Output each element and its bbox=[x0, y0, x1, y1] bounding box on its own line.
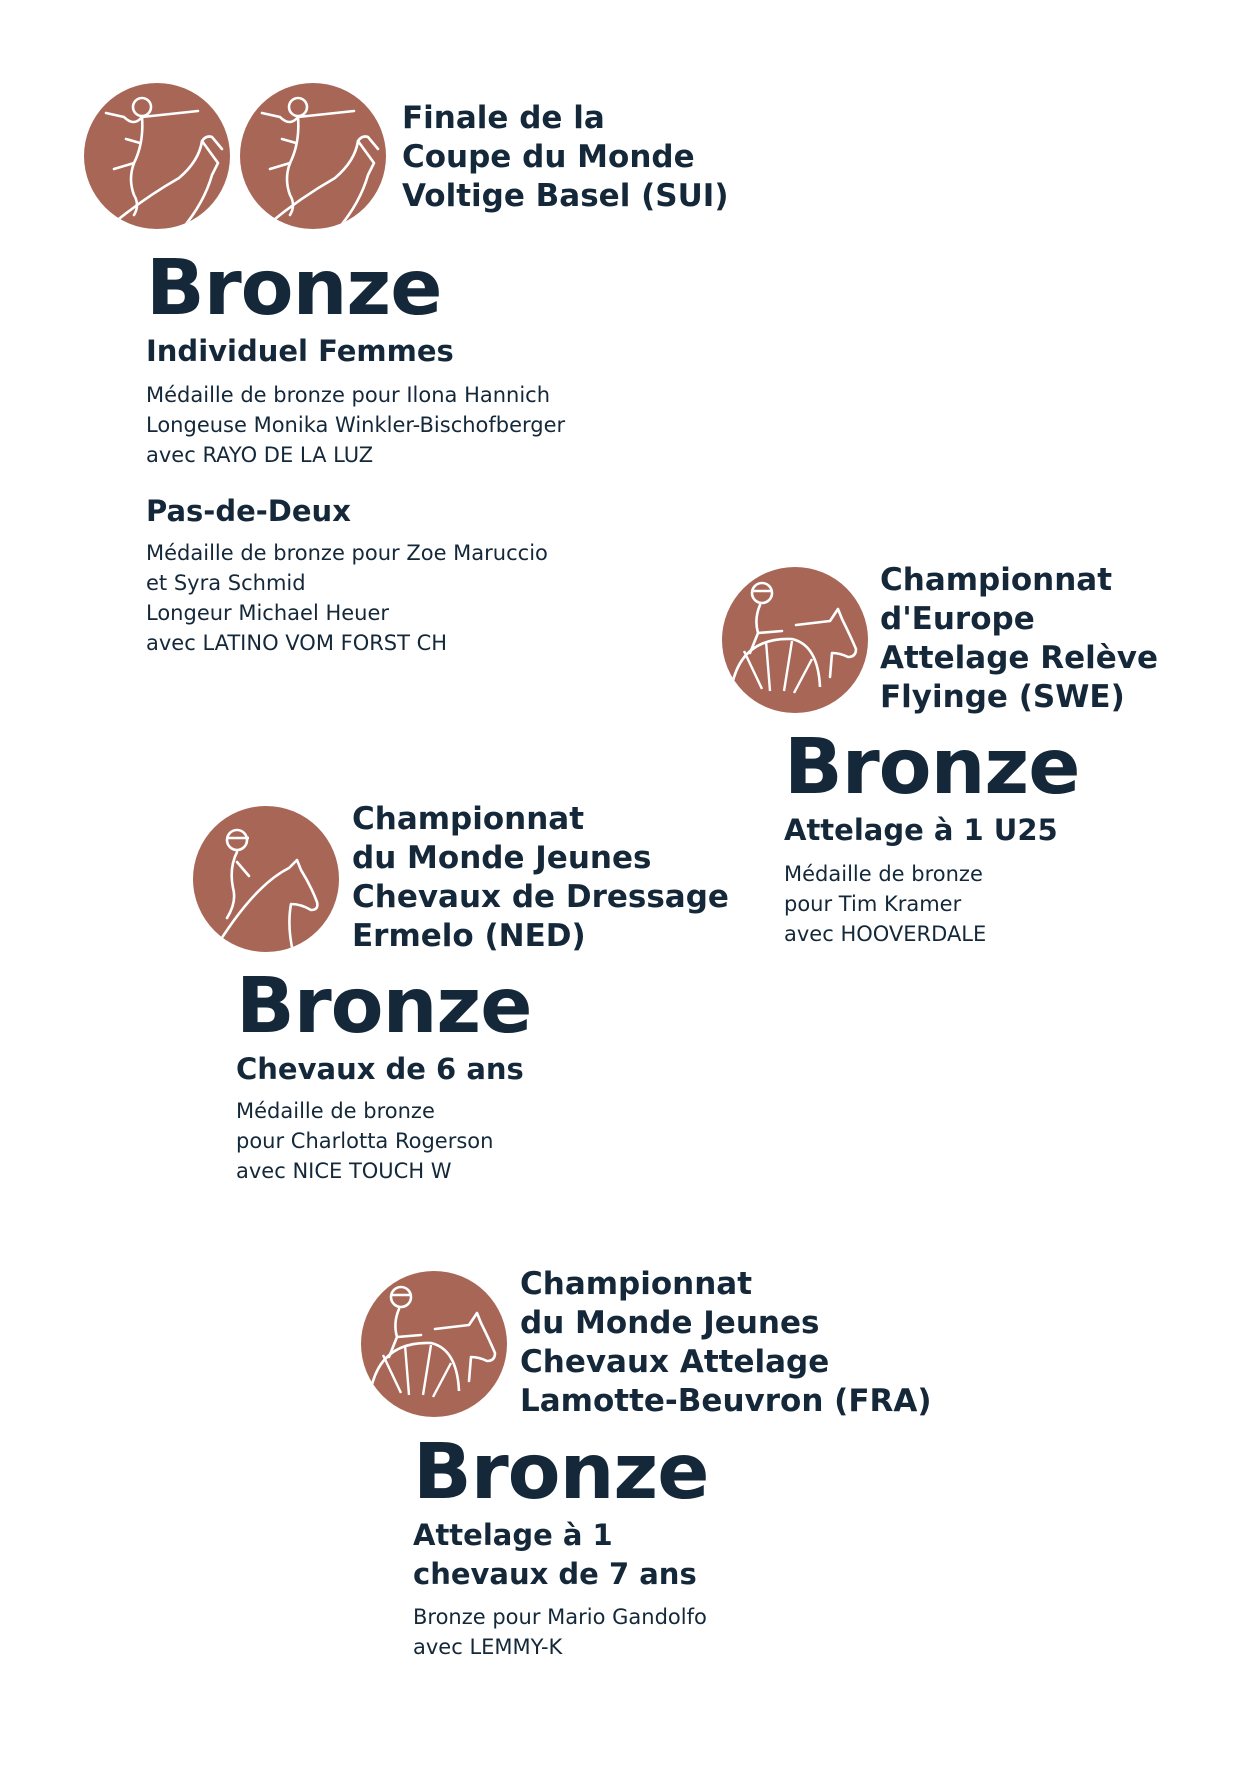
event-title-line: Chevaux de Dressage bbox=[352, 879, 729, 915]
category-description bbox=[146, 538, 548, 658]
event-title-line: Flyinge (SWE) bbox=[880, 679, 1125, 715]
description-line: pour Tim Kramer bbox=[784, 892, 962, 916]
description-line: avec LATINO VOM FORST CH bbox=[146, 631, 448, 655]
description-line: avec LEMMY-K bbox=[413, 1635, 563, 1659]
event-title bbox=[352, 800, 729, 956]
vaulting-icon bbox=[84, 83, 230, 229]
description-line: Médaille de bronze bbox=[784, 862, 983, 886]
medal-label: Bronze bbox=[784, 723, 1080, 812]
description-line: avec NICE TOUCH W bbox=[236, 1159, 452, 1183]
category-title: Individuel Femmes bbox=[146, 334, 454, 368]
description-line: Médaille de bronze pour Zoe Maruccio bbox=[146, 541, 548, 565]
description-line: Médaille de bronze bbox=[236, 1099, 435, 1123]
event-title-line: Championnat bbox=[352, 801, 585, 837]
event-title-line: Lamotte-Beuvron (FRA) bbox=[520, 1383, 932, 1419]
category-description bbox=[413, 1602, 707, 1662]
event-title-line: Championnat bbox=[880, 562, 1113, 598]
category-title-line: Attelage à 1 bbox=[413, 1518, 613, 1552]
vaulting-icon bbox=[240, 83, 386, 229]
description-line: Bronze pour Mario Gandolfo bbox=[413, 1605, 707, 1629]
category-title-line: chevaux de 7 ans bbox=[413, 1557, 697, 1591]
description-line: pour Charlotta Rogerson bbox=[236, 1129, 494, 1153]
event-title-line: Finale de la bbox=[402, 100, 605, 136]
event-title bbox=[520, 1265, 932, 1421]
medal-label: Bronze bbox=[236, 962, 532, 1051]
category-title: Chevaux de 6 ans bbox=[236, 1052, 524, 1086]
category-title: Pas-de-Deux bbox=[146, 494, 351, 528]
event-title-line: Coupe du Monde bbox=[402, 139, 695, 175]
medal-label: Bronze bbox=[413, 1428, 709, 1517]
description-line: Longeur Michael Heuer bbox=[146, 601, 390, 625]
event-title-line: d'Europe bbox=[880, 601, 1035, 637]
category-description bbox=[146, 380, 565, 470]
event-title-line: Attelage Relève bbox=[880, 640, 1158, 676]
event-title-line: Chevaux Attelage bbox=[520, 1344, 830, 1380]
event-title bbox=[402, 99, 728, 216]
medal-label: Bronze bbox=[146, 244, 442, 333]
event-title-line: Ermelo (NED) bbox=[352, 918, 586, 954]
event-title-line: Voltige Basel (SUI) bbox=[402, 178, 729, 214]
description-line: avec RAYO DE LA LUZ bbox=[146, 443, 374, 467]
dressage-icon bbox=[193, 806, 339, 952]
event-title-line: du Monde Jeunes bbox=[352, 840, 652, 876]
driving-icon bbox=[361, 1271, 507, 1417]
category-description bbox=[784, 859, 986, 949]
category-description bbox=[236, 1096, 493, 1186]
category-title bbox=[413, 1516, 697, 1594]
description-line: et Syra Schmid bbox=[146, 571, 306, 595]
event-title-line: Championnat bbox=[520, 1266, 753, 1302]
category-title: Attelage à 1 U25 bbox=[784, 813, 1058, 847]
event-title bbox=[880, 561, 1158, 717]
description-line: Longeuse Monika Winkler-Bischofberger bbox=[146, 413, 566, 437]
driving-icon bbox=[722, 567, 868, 713]
description-line: Médaille de bronze pour Ilona Hannich bbox=[146, 383, 551, 407]
description-line: avec HOOVERDALE bbox=[784, 922, 987, 946]
event-title-line: du Monde Jeunes bbox=[520, 1305, 820, 1341]
